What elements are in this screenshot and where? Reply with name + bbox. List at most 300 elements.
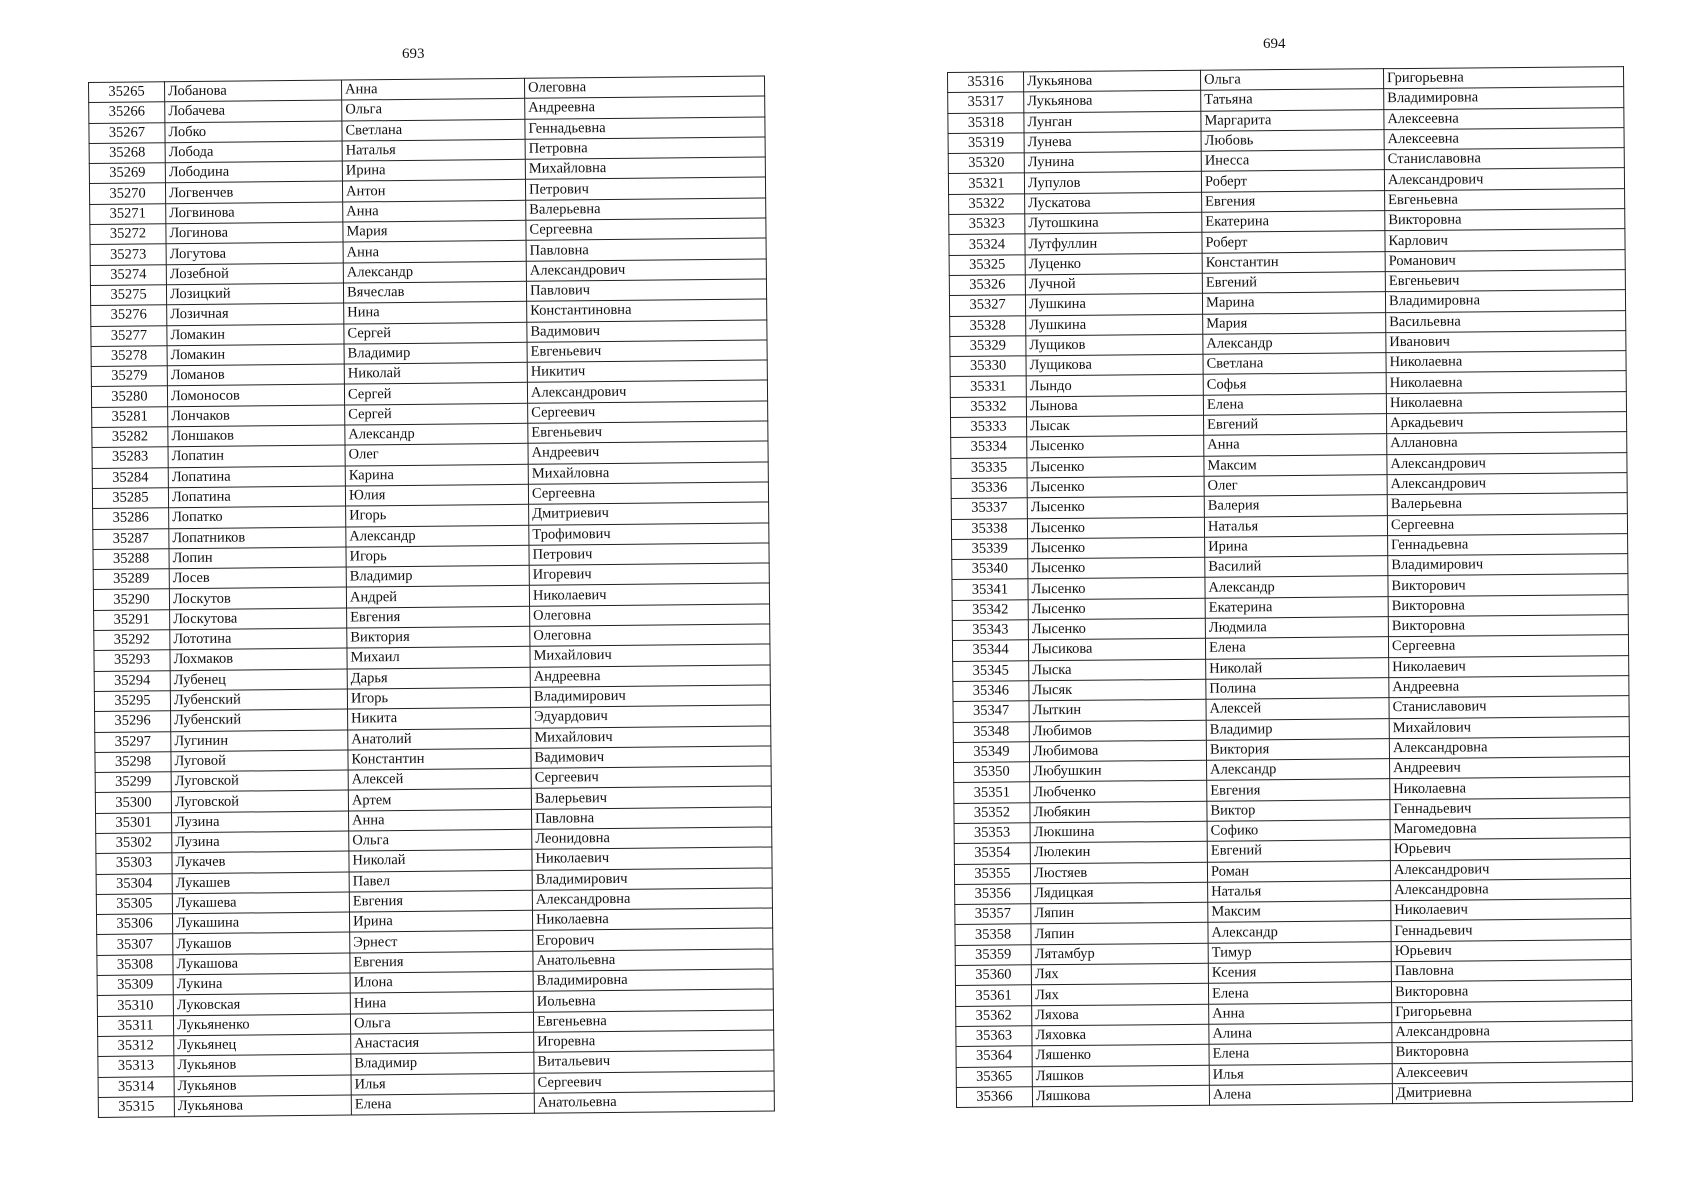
first-name-cell: Ольга [350,1012,533,1034]
patronymic-cell: Александровна [1392,1021,1632,1043]
patronymic-cell: Иольевна [533,989,773,1012]
record-number-cell: 35340 [952,559,1028,580]
record-number-cell: 35322 [949,194,1025,215]
patronymic-cell: Владимировна [533,969,773,992]
patronymic-cell: Сергеевич [528,401,768,424]
patronymic-cell: Эдуардович [531,705,771,728]
first-name-cell: Никита [348,707,531,729]
patronymic-cell: Евгеньевна [1385,188,1625,210]
last-name-cell: Лысенко [1028,618,1205,640]
first-name-cell: Анна [349,809,532,831]
first-name-cell: Артем [348,789,531,811]
last-name-cell: Лубенец [170,669,347,691]
first-name-cell: Александр [1207,759,1390,781]
first-name-cell: Александр [343,261,526,283]
last-name-cell: Лобко [165,121,342,143]
record-number-cell: 35306 [96,914,172,935]
record-number-cell: 35318 [948,112,1024,133]
first-name-cell: Константин [348,748,531,770]
first-name-cell: Светлана [342,119,525,141]
first-name-cell: Елена [1208,982,1391,1004]
record-number-cell: 35281 [92,407,168,428]
patronymic-cell: Геннадьевна [525,117,765,140]
first-name-cell: Елена [1209,1043,1392,1065]
last-name-cell: Лунева [1024,131,1201,153]
last-name-cell: Любякин [1030,801,1207,823]
last-name-cell: Лях [1031,963,1208,985]
record-number-cell: 35321 [948,173,1024,194]
last-name-cell: Лунина [1024,151,1201,173]
patronymic-cell: Михайловна [525,157,765,180]
last-name-cell: Лупулов [1024,172,1201,194]
last-name-cell: Лубенский [170,689,347,711]
last-name-cell: Логвинова [166,202,343,224]
patronymic-cell: Михайлович [531,725,771,748]
first-name-cell: Сергей [345,403,528,425]
record-number-cell: 35328 [950,315,1026,336]
first-name-cell: Владимир [1206,718,1389,740]
record-number-cell: 35346 [953,681,1029,702]
patronymic-cell: Алексеевна [1384,127,1624,149]
patronymic-cell: Геннадьевна [1388,533,1628,555]
record-number-cell: 35267 [89,122,165,143]
last-name-cell: Лозичная [167,303,344,325]
record-number-cell: 35332 [950,397,1026,418]
first-name-cell: Ирина [1205,536,1388,558]
last-name-cell: Лысенко [1027,436,1204,458]
patronymic-cell: Олеговна [524,76,764,99]
patronymic-cell: Владимирович [1388,554,1628,576]
first-name-cell: Александр [1208,921,1391,943]
first-name-cell: Роберт [1201,170,1384,192]
last-name-cell: Ляпин [1031,902,1208,924]
patronymic-cell: Игоревич [529,563,769,586]
patronymic-cell: Карлович [1385,229,1625,251]
last-name-cell: Ляшков [1032,1065,1209,1087]
first-name-cell: Ксения [1208,962,1391,984]
record-number-cell: 35295 [94,691,170,712]
first-name-cell: Карина [345,464,528,486]
first-name-cell: Виктор [1207,799,1390,821]
record-number-cell: 35325 [949,254,1025,275]
last-name-cell: Лынова [1026,395,1203,417]
record-number-cell: 35300 [95,792,171,813]
patronymic-cell: Сергеевич [531,766,771,789]
last-name-cell: Лукашина [172,912,349,934]
last-name-cell: Лыска [1029,659,1206,681]
patronymic-cell: Игоревна [534,1030,774,1053]
first-name-cell: Виктория [347,626,530,648]
last-name-cell: Лысенко [1027,476,1204,498]
patronymic-cell: Викторович [1388,574,1628,596]
patronymic-cell: Владимировна [1384,87,1624,109]
last-name-cell: Лободина [165,161,342,183]
last-name-cell: Лопатко [169,506,346,528]
last-name-cell: Лысенко [1027,517,1204,539]
patronymic-cell: Дмитриевич [529,502,769,525]
last-name-cell: Лукьянец [174,1034,351,1056]
last-name-cell: Луценко [1025,253,1202,275]
record-number-cell: 35296 [95,711,171,732]
patronymic-cell: Геннадьевич [1391,919,1631,941]
patronymic-cell: Владимирович [532,868,772,891]
last-name-cell: Лускатова [1025,192,1202,214]
record-number-cell: 35343 [952,620,1028,641]
first-name-cell: Вячеслав [343,281,526,303]
record-number-cell: 35342 [952,600,1028,621]
last-name-cell: Лосев [169,567,346,589]
patronymic-cell: Олеговна [530,604,770,627]
patronymic-cell: Павлович [526,279,766,302]
last-name-cell: Лукьянова [1024,70,1201,92]
last-name-cell: Лысенко [1028,537,1205,559]
last-name-cell: Лопин [169,547,346,569]
record-number-cell: 35324 [949,234,1025,255]
last-name-cell: Любимова [1029,740,1206,762]
first-name-cell: Анна [1209,1002,1392,1024]
record-number-cell: 35309 [97,975,173,996]
patronymic-cell: Сергеевна [1388,635,1628,657]
first-name-cell: Анна [343,200,526,222]
patronymic-cell: Павловна [1391,960,1631,982]
first-name-cell: Екатерина [1202,211,1385,233]
record-number-cell: 35316 [948,72,1024,93]
first-name-cell: Елена [351,1093,534,1115]
patronymic-cell: Евгеньевич [1385,270,1625,292]
patronymic-cell: Александрович [1390,858,1630,880]
patronymic-cell: Александровна [1389,736,1629,758]
patronymic-cell: Геннадьевич [1390,797,1630,819]
first-name-cell: Евгения [349,890,532,912]
record-number-cell: 35341 [952,579,1028,600]
patronymic-cell: Витальевич [534,1050,774,1073]
last-name-cell: Любушкин [1030,760,1207,782]
patronymic-cell: Александрович [527,380,767,403]
last-name-cell: Лобачева [165,100,342,122]
first-name-cell: Маргарита [1201,109,1384,131]
first-name-cell: Максим [1204,454,1387,476]
first-name-cell: Ирина [349,910,532,932]
patronymic-cell: Романович [1385,249,1625,271]
first-name-cell: Ольга [349,829,532,851]
record-number-cell: 35302 [96,833,172,854]
first-name-cell: Игорь [346,505,529,527]
last-name-cell: Лущиков [1026,334,1203,356]
record-number-cell: 35358 [955,924,1031,945]
patronymic-cell: Васильевна [1386,310,1626,332]
first-name-cell: Сергей [344,383,527,405]
last-name-cell: Логвенчев [165,182,342,204]
last-name-cell: Лукьянов [174,1054,351,1076]
record-number-cell: 35357 [955,904,1031,925]
record-number-cell: 35345 [953,660,1029,681]
first-name-cell: Алена [1209,1083,1392,1105]
last-name-cell: Люстяев [1030,862,1207,884]
record-number-cell: 35294 [94,670,170,691]
patronymic-cell: Анатольевна [534,1091,774,1114]
record-number-cell: 35363 [956,1026,1032,1047]
first-name-cell: Полина [1206,678,1389,700]
last-name-cell: Лукашов [173,932,350,954]
last-name-cell: Лоскутов [169,587,346,609]
patronymic-cell: Михайловна [528,462,768,485]
record-number-cell: 35326 [949,275,1025,296]
record-number-cell: 35329 [950,336,1026,357]
last-name-cell: Лоскутова [170,608,347,630]
first-name-cell: Анна [341,78,524,100]
record-number-cell: 35313 [98,1056,174,1077]
first-name-cell: Ольга [342,99,525,121]
record-number-cell: 35327 [949,295,1025,316]
last-name-cell: Лысенко [1027,456,1204,478]
first-name-cell: Олег [345,444,528,466]
last-name-cell: Лыткин [1029,699,1206,721]
last-name-cell: Лукина [173,973,350,995]
first-name-cell: Игорь [346,545,529,567]
last-name-cell: Лубенский [171,709,348,731]
patronymic-cell: Николаевич [1391,899,1631,921]
patronymic-cell: Владимировна [1385,290,1625,312]
patronymic-cell: Валерьевна [526,198,766,221]
record-number-cell: 35361 [955,985,1031,1006]
record-number-cell: 35317 [948,92,1024,113]
first-name-cell: Юлия [345,484,528,506]
first-name-cell: Евгения [347,606,530,628]
last-name-cell: Лукьянова [174,1095,351,1117]
last-name-cell: Лысикова [1028,639,1205,661]
patronymic-cell: Александрович [1384,168,1624,190]
record-number-cell: 35285 [92,488,168,509]
first-name-cell: Владимир [346,565,529,587]
record-number-cell: 35289 [93,569,169,590]
record-number-cell: 35330 [950,356,1026,377]
patronymic-cell: Анатольевна [533,949,773,972]
last-name-cell: Лукачев [172,851,349,873]
record-number-cell: 35360 [955,965,1031,986]
patronymic-cell: Константиновна [527,299,767,322]
first-name-cell: Александр [345,423,528,445]
last-name-cell: Лушкина [1026,314,1203,336]
record-number-cell: 35298 [95,752,171,773]
record-number-cell: 35355 [954,863,1030,884]
record-number-cell: 35337 [951,498,1027,519]
patronymic-cell: Александрович [1387,452,1627,474]
patronymic-cell: Петрович [525,177,765,200]
last-name-cell: Лохмаков [170,648,347,670]
patronymic-cell: Аркадьевич [1386,412,1626,434]
record-number-cell: 35305 [96,894,172,915]
record-number-cell: 35268 [89,143,165,164]
patronymic-cell: Петровна [525,137,765,160]
patronymic-cell: Андреевна [1389,675,1629,697]
patronymic-cell: Николаевна [1386,371,1626,393]
patronymic-cell: Александровна [532,888,772,911]
last-name-cell: Ломакин [167,344,344,366]
first-name-cell: Софико [1207,820,1390,842]
record-number-cell: 35314 [98,1076,174,1097]
first-name-cell: Эрнест [350,931,533,953]
last-name-cell: Любченко [1030,781,1207,803]
patronymic-cell: Николаевна [1386,391,1626,413]
record-number-cell: 35315 [98,1097,174,1118]
record-number-cell: 35266 [89,102,165,123]
record-number-cell: 35335 [951,457,1027,478]
last-name-cell: Логинова [166,222,343,244]
record-number-cell: 35307 [97,934,173,955]
patronymic-cell: Андреевна [530,665,770,688]
patronymic-cell: Андреевич [1390,757,1630,779]
patronymic-cell: Михайлович [1389,716,1629,738]
record-number-cell: 35303 [96,853,172,874]
record-number-cell: 35364 [956,1046,1032,1067]
first-name-cell: Олег [1204,475,1387,497]
last-name-cell: Лукашев [172,872,349,894]
record-number-cell: 35275 [90,285,166,306]
first-name-cell: Мария [343,220,526,242]
patronymic-cell: Трофимович [529,523,769,546]
last-name-cell: Любимов [1029,720,1206,742]
first-name-cell: Наталья [342,139,525,161]
record-number-cell: 35304 [96,873,172,894]
first-name-cell: Ольга [1200,69,1383,91]
first-name-cell: Илья [1209,1063,1392,1085]
name-table-right [947,66,1633,1108]
page-number-right: 694 [1263,36,1286,52]
first-name-cell: Илья [351,1073,534,1095]
last-name-cell: Ломоносов [167,385,344,407]
last-name-cell: Лушкина [1025,294,1202,316]
first-name-cell: Алексей [1206,698,1389,720]
patronymic-cell: Сергеевна [526,218,766,241]
patronymic-cell: Сергеевна [528,482,768,505]
patronymic-cell: Николаевна [1386,351,1626,373]
first-name-cell: Евгений [1207,840,1390,862]
record-number-cell: 35338 [951,518,1027,539]
record-number-cell: 35287 [93,528,169,549]
last-name-cell: Лукьяненко [173,1014,350,1036]
patronymic-cell: Егорович [533,928,773,951]
first-name-cell: Мария [1203,312,1386,334]
first-name-cell: Людмила [1205,617,1388,639]
last-name-cell: Луковская [173,993,350,1015]
record-number-cell: 35293 [94,650,170,671]
patronymic-cell: Алексеевна [1384,107,1624,129]
patronymic-cell: Викторовна [1388,594,1628,616]
first-name-cell: Евгений [1204,414,1387,436]
first-name-cell: Максим [1208,901,1391,923]
patronymic-cell: Евгеньевна [533,1010,773,1033]
page-number-left: 693 [402,46,425,62]
record-number-cell: 35331 [950,376,1026,397]
first-name-cell: Елена [1203,393,1386,415]
patronymic-cell: Григорьевна [1392,1000,1632,1022]
last-name-cell: Лях [1031,984,1208,1006]
last-name-cell: Лопатина [168,486,345,508]
record-number-cell: 35333 [951,417,1027,438]
record-number-cell: 35292 [94,630,170,651]
record-number-cell: 35356 [955,884,1031,905]
first-name-cell: Игорь [347,687,530,709]
record-number-cell: 35334 [951,437,1027,458]
patronymic-cell: Никитич [527,360,767,383]
patronymic-cell: Николаевна [532,908,772,931]
first-name-cell: Александр [346,525,529,547]
record-number-cell: 35274 [90,264,166,285]
first-name-cell: Алина [1209,1023,1392,1045]
record-number-cell: 35348 [953,721,1029,742]
record-number-cell: 35276 [91,305,167,326]
first-name-cell: Владимир [351,1053,534,1075]
patronymic-cell: Андреевна [525,96,765,119]
last-name-cell: Лысак [1027,415,1204,437]
last-name-cell: Ляшкова [1032,1085,1209,1107]
first-name-cell: Илона [350,971,533,993]
first-name-cell: Наталья [1208,881,1391,903]
patronymic-cell: Валерьевна [1387,493,1627,515]
patronymic-cell: Алексеевич [1392,1061,1632,1083]
first-name-cell: Павел [349,870,532,892]
first-name-cell: Александр [1205,576,1388,598]
first-name-cell: Наталья [1204,515,1387,537]
last-name-cell: Лопатников [169,527,346,549]
last-name-cell: Лозебной [166,263,343,285]
first-name-cell: Анатолий [348,728,531,750]
last-name-cell: Лукашева [172,892,349,914]
last-name-cell: Лозицкий [166,283,343,305]
first-name-cell: Анна [343,241,526,263]
last-name-cell: Ляпин [1031,923,1208,945]
record-number-cell: 35291 [94,609,170,630]
patronymic-cell: Викторовна [1385,209,1625,231]
patronymic-cell: Евгеньевич [527,340,767,363]
last-name-cell: Луговой [171,750,348,772]
patronymic-cell: Сергеевич [534,1071,774,1094]
first-name-cell: Роберт [1202,231,1385,253]
record-number-cell: 35339 [952,539,1028,560]
last-name-cell: Луговской [171,790,348,812]
first-name-cell: Евгений [1202,272,1385,294]
record-number-cell: 35269 [89,163,165,184]
last-name-cell: Ломанов [167,364,344,386]
last-name-cell: Ляхова [1032,1004,1209,1026]
last-name-cell: Лутошкина [1025,212,1202,234]
last-name-cell: Лугинин [171,730,348,752]
patronymic-cell: Сергеевна [1387,513,1627,535]
record-number-cell: 35311 [97,1015,173,1036]
patronymic-cell: Михайлович [530,644,770,667]
record-number-cell: 35353 [954,823,1030,844]
record-number-cell: 35273 [90,244,166,265]
record-number-cell: 35271 [90,204,166,225]
record-number-cell: 35284 [92,467,168,488]
patronymic-cell: Валерьевич [531,786,771,809]
patronymic-cell: Андреевич [528,441,768,464]
record-number-cell: 35299 [95,772,171,793]
record-number-cell: 35320 [948,153,1024,174]
first-name-cell: Антон [342,180,525,202]
last-name-cell: Лопатин [168,445,345,467]
last-name-cell: Лутфуллин [1025,233,1202,255]
patronymic-cell: Юрьевич [1390,838,1630,860]
first-name-cell: Екатерина [1205,596,1388,618]
last-name-cell: Лузина [172,831,349,853]
first-name-cell: Николай [349,850,532,872]
record-number-cell: 35282 [92,427,168,448]
record-number-cell: 35280 [91,386,167,407]
last-name-cell: Лысенко [1028,557,1205,579]
last-name-cell: Лятамбур [1031,943,1208,965]
patronymic-cell: Станиславовна [1384,148,1624,170]
